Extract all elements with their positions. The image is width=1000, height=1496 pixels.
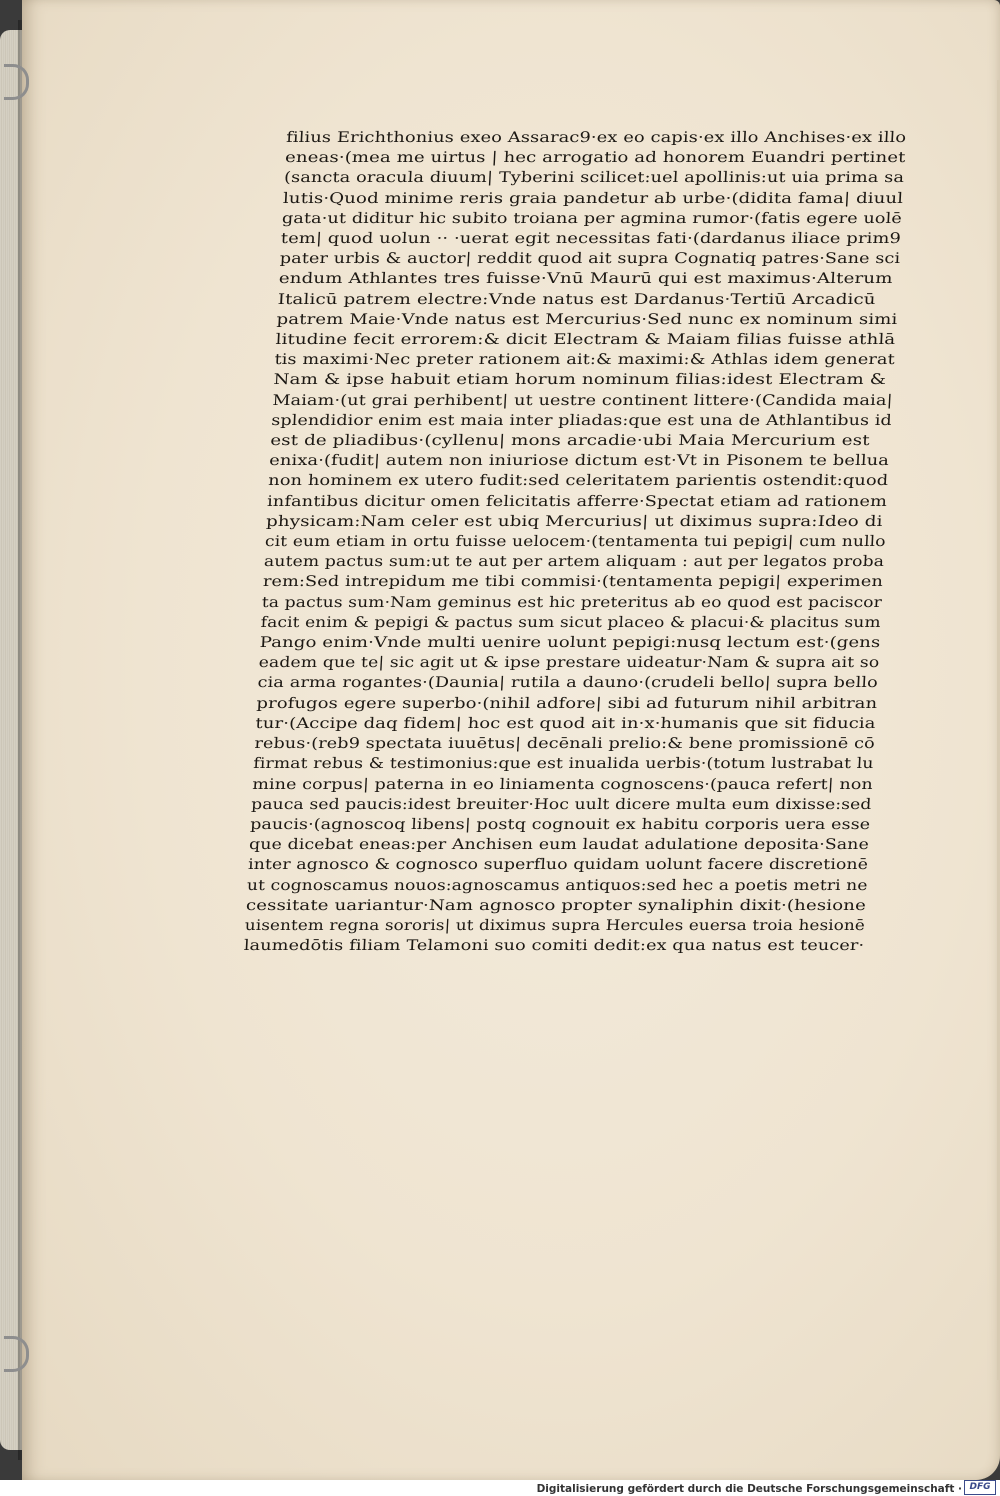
text-line: non hominem ex utero fudit:sed celeritatem parientis ostendit:quod	[267, 472, 889, 490]
text-line: facit enim & pepigi & pactus sum sicut placeo & placui·& placitus sum	[260, 613, 882, 631]
text-line: cia arma rogantes·(Daunia| rutila a dauno·(crudeli bello| supra bello	[257, 674, 879, 692]
text-line: litudine fecit errorem:& dicit Electram & Maiam filias fuisse athlā	[275, 331, 896, 349]
text-line: pauca sed paucis:idest breuiter·Hoc uult dicere multa eum dixisse:sed	[250, 795, 872, 813]
text-line: pater urbis & auctor| reddit quod ait supra Cognatiq patres·Sane sci	[279, 250, 901, 268]
text-line: rebus·(reb9 spectata iuuētus| decēnali prelio:& bene promissionē cō	[253, 735, 876, 753]
text-line: uisentem regna sororis| ut diximus supra Hercules euersa troia hesionē	[244, 916, 866, 934]
dfg-logo: DFG	[964, 1480, 996, 1495]
text-line: mine corpus| paterna in eo liniamenta cognoscens·(pauca refert| non	[251, 775, 874, 793]
text-line: ta pactus sum·Nam geminus est hic preteritus ab eo quod est paciscor	[261, 593, 883, 611]
text-line: gata·ut diditur hic subito troiana per agmina rumor·(fatis egere uolē	[281, 209, 903, 227]
text-line: lutis·Quod minime reris graia pandetur ab urbe·(didita fama| diuul	[282, 189, 904, 207]
text-line: firmat rebus & testimonius:que est inualida uerbis·(totum lustrabat lu	[252, 755, 874, 773]
text-line: Nam & ipse habuit etiam horum nominum filias:idest Electram &	[273, 371, 887, 389]
text-line: physicam:Nam celer est ubiq Mercurius| ut diximus supra:Ideo di	[265, 512, 884, 530]
text-line: endum Athlantes tres fuisse·Vnū Maurū qui est maximus·Alterum	[278, 270, 894, 288]
text-line: profugos egere superbo·(nihil adfore| sibi ad futurum nihil arbitran	[256, 694, 878, 712]
text-line: paucis·(agnoscoq libens| postq cognouit ex habitu corporis uera esse	[249, 815, 871, 833]
text-line: Pango enim·Vnde multi uenire uolunt pepigi:nusq lectum est·(gens	[259, 634, 881, 652]
text-line: que dicebat eneas:per Anchisen eum laudat adulatione deposita·Sane	[248, 836, 870, 854]
text-line: (sancta oracula diuum| Tyberini scilicet:uel apollinis:ut uia prima sa	[283, 169, 905, 187]
text-line: rem:Sed intrepidum me tibi commisi·(tentamenta pepigi| experimen	[262, 573, 884, 591]
text-line: autem pactus sum:ut te aut per artem aliquam : aut per legatos proba	[263, 553, 885, 571]
text-line: eadem que te| sic agit ut & ipse prestare uideatur·Nam & supra ait so	[258, 654, 880, 672]
text-line: infantibus dicitur omen felicitatis afferre·Spectat etiam ad rationem	[266, 492, 888, 510]
text-line: splendidior enim est maia inter pliadas:que est una de Athlantibus id	[270, 411, 893, 429]
text-line: cessitate uariantur·Nam agnosco propter synaliphin dixit·(hesione	[245, 896, 867, 914]
text-line: inter agnosco & cognosco superfluo quidam uolunt facere discretionē	[247, 856, 869, 874]
text-line: tur·(Accipe daq fidem| hoc est quod ait in·x·humanis que sit fiducia	[255, 714, 877, 732]
text-line: ut cognoscamus nouos:agnoscamus antiquos:sed hec a poetis metri ne	[246, 876, 869, 894]
text-line: Maiam·(ut grai perhibent| ut uestre continent littere·(Candida maia|	[271, 391, 894, 409]
text-line: Italicū patrem electre:Vnde natus est Dardanus·Tertiū Arcadicū	[277, 290, 877, 308]
text-line: enixa·(fudit| autem non iniuriose dictum est·Vt in Pisonem te bellua	[268, 452, 890, 470]
printed-text-block	[243, 128, 906, 956]
text-line: patrem Maie·Vnde natus est Mercurius·Sed nunc ex nominum simi	[276, 310, 898, 328]
footer-bar	[0, 1480, 1000, 1496]
text-line: laumedōtis filiam Telamoni suo comiti dedit:ex qua natus est teucer·	[243, 937, 865, 955]
text-line: tem| quod uolun ·· ·uerat egit necessitas fati·(dardanus iliace prim9	[280, 230, 902, 248]
text-line: est de pliadibus·(cyllenu| mons arcadie·ubi Maia Mercurium est	[269, 432, 871, 450]
text-line: cit eum etiam in ortu fuisse uelocem·(tentamenta tui pepigi| cum nullo	[264, 533, 887, 551]
text-line: tis maximi·Nec preter rationem ait:& maximi:& Athlas idem generat	[274, 351, 896, 369]
text-line: eneas·(mea me uirtus | hec arrogatio ad honorem Euandri pertinet	[284, 149, 906, 167]
text-line: filius Erichthonius exeo Assarac9·ex eo capis·ex illo Anchises·ex illo	[285, 129, 907, 146]
digitization-credit: Digitalisierung gefördert durch die Deutsche Forschungsgemeinschaft ·	[536, 1483, 962, 1495]
